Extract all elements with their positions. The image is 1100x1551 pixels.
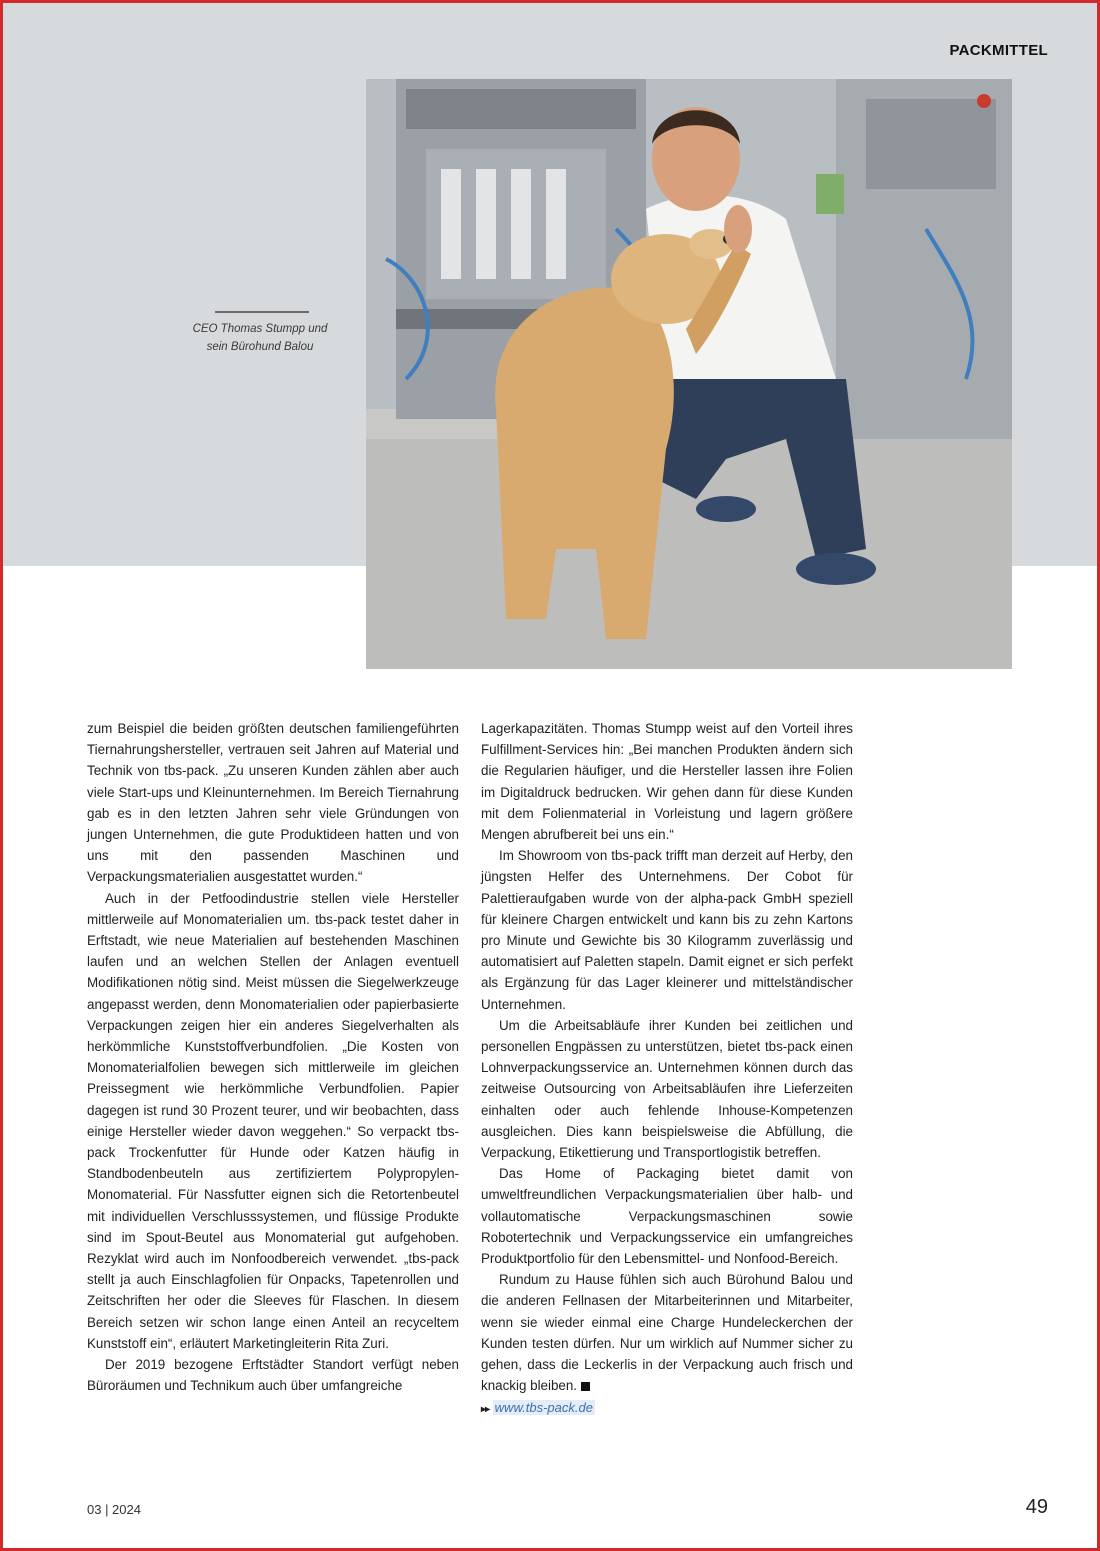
paragraph: zum Beispiel die beiden größten deutschen familiengeführten Tiernahrungshersteller, vertrauen seit Jahren auf Material und Technik von tbs-pack. „Zu unseren Kunden zählen aber auch viele Start-ups und Kleinunternehmen. Im Bereich Tiernahrung gab es in den letzten Jahren sehr viele Gründungen von jungen Unternehmen, die gute Produktideen hatten und von uns mit den passenden Maschinen und Verpackungsmaterialien ausgestattet wurden.“ (87, 721, 459, 885)
article-photo (366, 79, 1012, 669)
website-link[interactable]: www.tbs-pack.de (494, 1399, 593, 1415)
article-column-right (481, 718, 853, 1420)
caption-rule (215, 311, 309, 313)
paragraph-text: Rundum zu Hause fühlen sich auch Bürohund Balou und die anderen Fellnasen der Mitarbeiterinnen und Mitarbeiter, wenn sie wieder einmal eine Charge Hundeleckerchen der Kunden testen dürfen. Nur um wirklich auf Nummer sicher zu gehen, dass die Leckerlis in der Verpackung auch frisch und knackig bleiben. (481, 1272, 853, 1394)
section-label: PACKMITTEL (949, 42, 1048, 59)
paragraph: Auch in der Petfoodindustrie stellen viele Hersteller mittlerweile auf Monomaterialien um. tbs-pack testet daher in Erftstadt, wie neue Materialien auf bestehenden Maschinen laufen und an welchen Stellen der Anlagen eventuell Modifikationen nötig sind. Meist müssen die Siegelwerkzeuge angepasst werden, denn Monomaterialien oder papierbasierte Verpackungen zeigen hier ein anderes Siegelverhalten als herkömmliche Kunststoffverbundfolien. „Die Kosten von Monomaterialfolien bewegen sich mittlerweile im gleichen Preissegment wie herkömmliche Verbundfolien. Papier dagegen ist rund 30 Prozent teurer, und wir beobachten, dass einige Hersteller wieder davon weggehen.“ So verpackt tbs-pack Trockenfutter für Hunde oder Katzen häufig in Standbodenbeuteln aus zertifiziertem Polypropylen-Monomaterial. Für Nassfutter eignen sich die Retortenbeutel mit individuellen Verschlusssystemen, und flüssige Produkte sind im Spout-Beutel aus Monomaterial gut aufgehoben. Rezyklat wird auch im Nonfoodbereich verwendet. „tbs-pack stellt ja auch Einschlagfolien für Onpacks, Tapetenrollen und Zeitschriften her oder die Sleeves für Flaschen. In diesem Bereich setzen wir schon lange einen Anteil an recyceltem Kunststoff ein“, erläutert Marketingleiterin Rita Zuri. (87, 890, 459, 1351)
paragraph: Im Showroom von tbs-pack trifft man derzeit auf Herby, den jüngsten Helfer des Unternehmens. Der Cobot für Palettieraufgaben wurde von der alpha-pack GmbH speziell für kleinere Chargen entwickelt und kann bis zu zehn Kartons pro Minute und Gewichte bis 30 Kilogramm zuverlässig und automatisiert auf Paletten stapeln. Damit eignet er sich perfekt als Ergänzung für das Lager kleinerer und mittelständischer Unternehmen. (481, 848, 853, 1012)
photo-caption (170, 320, 350, 356)
paragraph: Das Home of Packaging bietet damit von umweltfreundlichen Verpackungsmaterialien über halb- und vollautomatische Verpackungsmaschinen sowie Robotertechnik und Verpackungsservice ein umfangreiches Produktportfolio für den Lebensmittel- und Nonfood-Bereich. (481, 1166, 853, 1267)
issue-label: 03 | 2024 (87, 1502, 141, 1517)
page-number: 49 (1025, 1496, 1048, 1518)
end-mark-icon (581, 1382, 590, 1391)
paragraph: Lagerkapazitäten. Thomas Stumpp weist auf den Vorteil ihres Fulfillment-Services hin: „Bei manchen Produkten ändern sich die Regularien häufiger, und die Hersteller lassen ihre Folien im Digitaldruck bedrucken. Wir gehen dann für diese Kunden mit dem Folienmaterial in Vorleistung und lagern größere Mengen abrufbereit bei uns ein.“ (481, 721, 853, 843)
paragraph-last (481, 1269, 853, 1396)
paragraph: Der 2019 bezogene Erftstädter Standort verfügt neben Büroräumen und Technikum auch über umfangreiche (87, 1357, 459, 1394)
caption-line: sein Bürohund Balou (206, 341, 314, 353)
article-column-left (87, 718, 459, 1397)
caption-line: CEO Thomas Stumpp und (192, 323, 328, 335)
web-link-line (481, 1397, 853, 1420)
paragraph: Um die Arbeitsabläufe ihrer Kunden bei zeitlichen und personellen Engpässen zu unterstützen, bietet tbs-pack einen Lohnverpackungsservice an. Unternehmen können durch das zeitweise Outsourcing von Arbeitsabläufen ihre Lieferzeiten einhalten oder auch fehlende Inhouse-Kompetenzen ausgleichen. Dies kann beispielsweise die Abfüllung, die Verpackung, Etikettierung und Transportlogistik betreffen. (481, 1017, 853, 1161)
link-arrows-icon: ▸▸ (481, 1403, 490, 1415)
